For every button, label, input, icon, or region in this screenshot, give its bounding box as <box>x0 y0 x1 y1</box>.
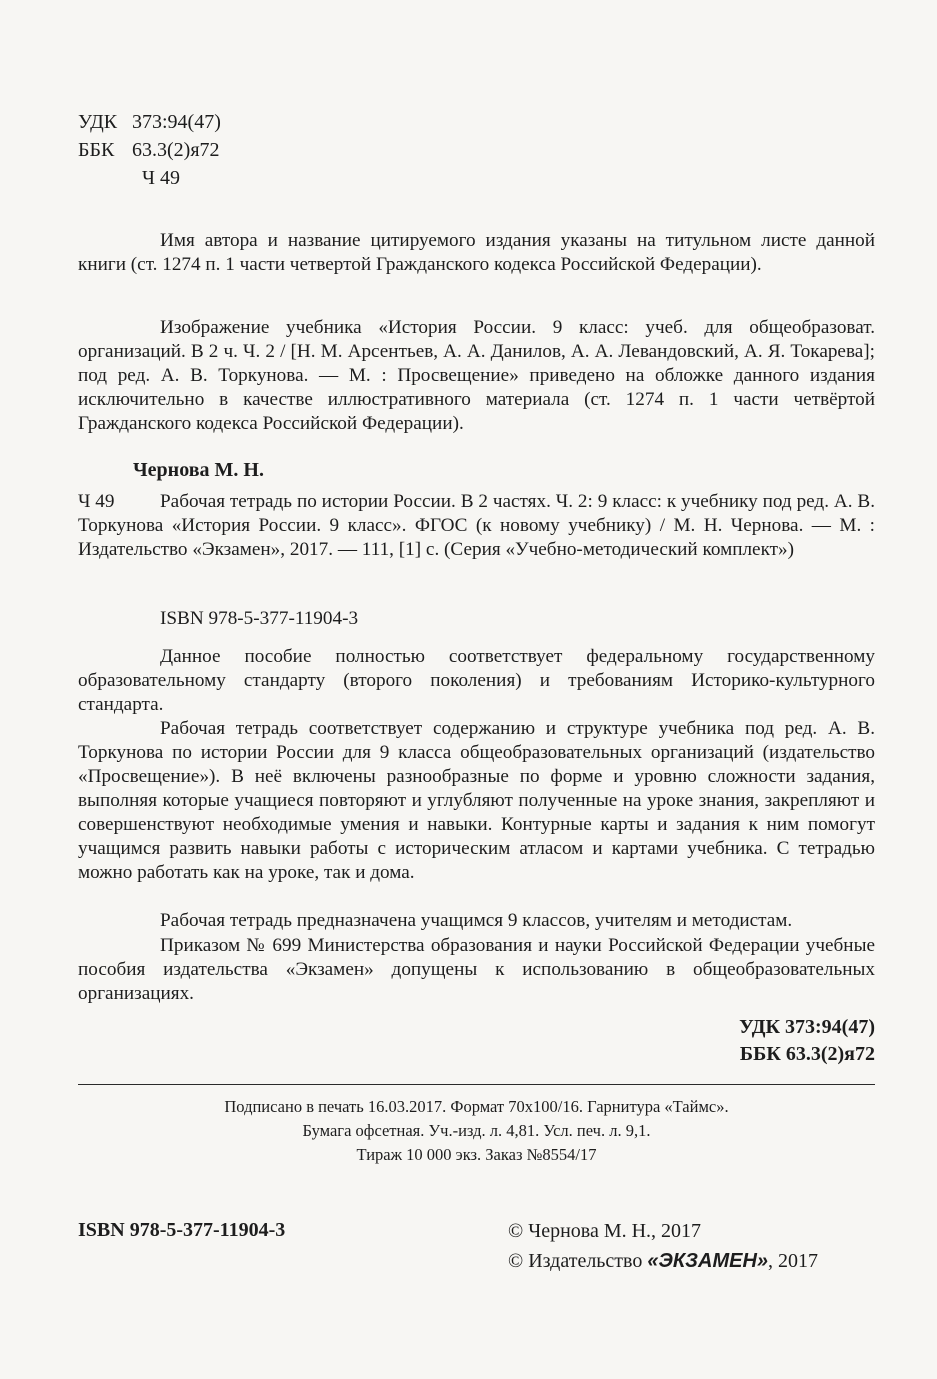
classification-codes-bottom <box>560 1014 875 1068</box>
classification-codes <box>78 108 221 192</box>
isbn-bottom: ISBN 978-5-377-11904-3 <box>78 1219 286 1241</box>
bbk-value: 63.3(2)я72 <box>132 139 220 161</box>
imprint-block <box>78 1095 875 1167</box>
annotation-paragraph-2: Рабочая тетрадь соответствует содержанию и структуре учебника под ред. А. В. Торкунова по истории России для 9 класса общеобразовательных организаций (издательство «Просвещение»). В неё включены разнообразные по форме и уровню сложности задания, выполняя которые учащиеся повторяют и углубляют полученные на уроке знания, закрепляют и совершенствуют необходимые умения и навыки. Контурные карты и задания к ним помогут учащимся развить навыки работы с историческим атласом и картами учебника. С тетрадью можно работать как на уроке, так и дома. <box>78 718 875 883</box>
author-sign: Ч 49 <box>142 167 180 189</box>
author-sign-margin: Ч 49 <box>78 491 115 512</box>
divider-line <box>78 1084 875 1085</box>
bbk-bottom: ББК 63.3(2)я72 <box>739 1043 875 1065</box>
bbk-label: ББК <box>78 139 115 161</box>
udk-bottom: УДК 373:94(47) <box>739 1016 875 1038</box>
copyright-block <box>508 1216 818 1276</box>
udk-value: 373:94(47) <box>132 111 221 133</box>
copyright-notice-2: Изображение учебника «История России. 9 класс: учеб. для общеобразоват. организаций. В 2 ч. Ч. 2 / [Н. М. Арсентьев, А. А. Данилов, А. А. Левандовский, А. Я. Токарева]; под ред. А. В. Торкунова. — М. : Просвещение» приведено на обложке данного издания исключительно в качестве иллюстративного материала (ст. 1274 п. 1 части четвёртой Гражданского кодекса Российской Федерации). <box>78 317 875 434</box>
imprint-line: Подписано в печать 16.03.2017. Формат 70x100/16. Гарнитура «Таймс». <box>224 1097 729 1116</box>
bibliographic-description: Рабочая тетрадь по истории России. В 2 частях. Ч. 2: 9 класс: к учебнику под ред. А. В. Торкунова «История России. 9 класс». ФГОС (к новому учебнику) / М. Н. Чернова. — М. : Издательство «Экзамен», 2017. — 111, [1] с. (Серия «Учебно-методический комплект») <box>78 491 875 560</box>
author-name: Чернова М. Н. <box>133 459 264 481</box>
annotation-paragraph-1: Данное пособие полностью соответствует федеральному государственному образовательному стандарту (второго поколения) и требованиям Историко-культурного стандарта. <box>78 646 875 715</box>
annotation-paragraph-4: Приказом № 699 Министерства образования и науки Российской Федерации учебные пособия издательства «Экзамен» допущены к использованию в общеобразовательных организациях. <box>78 935 875 1004</box>
isbn-line: ISBN 978-5-377-11904-3 <box>160 608 359 629</box>
publisher-brand: «ЭКЗАМЕН» <box>647 1250 769 1272</box>
imprint-line: Тираж 10 000 экз. Заказ №8554/17 <box>356 1145 597 1164</box>
copyright-notice-1: Имя автора и название цитируемого издания указаны на титульном листе данной книги (ст. 1274 п. 1 части четвертой Гражданского кодекса Российской Федерации). <box>78 230 875 275</box>
copyright-author: © Чернова М. Н., 2017 <box>508 1220 702 1242</box>
imprint-line: Бумага офсетная. Уч.-изд. л. 4,81. Усл. печ. л. 9,1. <box>302 1121 651 1140</box>
annotation-paragraph-3: Рабочая тетрадь предназначена учащимся 9 классов, учителям и методистам. <box>160 910 793 931</box>
copyright-publisher: © Издательство «ЭКЗАМЕН», 2017 <box>508 1250 819 1272</box>
udk-label: УДК <box>78 111 118 133</box>
